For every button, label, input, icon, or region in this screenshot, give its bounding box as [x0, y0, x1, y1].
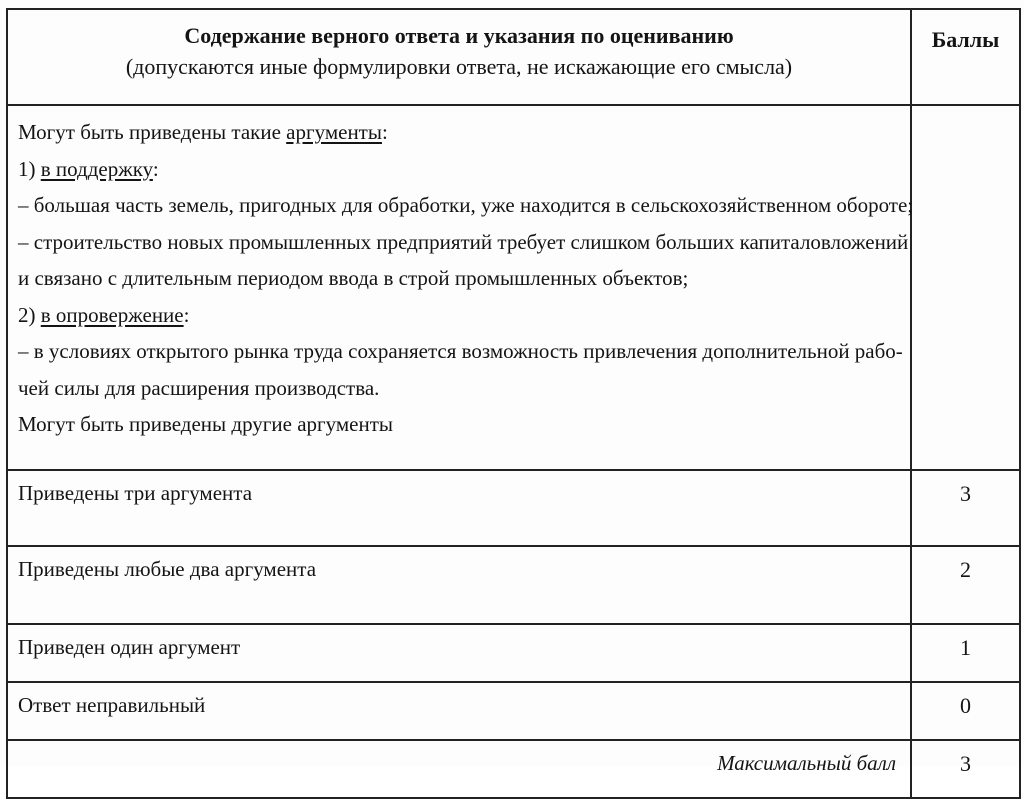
score-header-title: Баллы	[931, 27, 1000, 52]
support-number: 1)	[18, 156, 41, 181]
max-score-value: 3	[911, 740, 1020, 798]
max-score-label: Максимальный балл	[7, 740, 911, 798]
refute-item-1-continued: чей силы для расширения производства.	[18, 375, 380, 400]
support-label: в поддержку	[40, 156, 153, 181]
score-row-label: Приведены три аргумента	[7, 470, 911, 546]
score-row	[7, 682, 1020, 740]
score-row-label: Ответ неправильный	[7, 682, 911, 740]
support-item-2-continued: и связано с длительным периодом ввода в строй промышленных объектов;	[18, 266, 689, 290]
score-row	[7, 624, 1020, 682]
refute-heading	[18, 297, 902, 334]
answer-score-cell-empty	[911, 105, 1020, 470]
score-row	[7, 546, 1020, 624]
support-item-1: – большая часть земель, пригодных для обработки, уже находится в сельскохозяйственном обороте;	[18, 193, 914, 217]
answer-content-row	[7, 105, 1020, 470]
score-row-value: 2	[911, 546, 1020, 624]
grading-table	[6, 8, 1021, 799]
refute-item-1: – в условиях открытого рынка труда сохраняется возможность привлечения дополнительной рабо-	[18, 339, 903, 363]
content-header-title: Содержание верного ответа и указания по оцениванию	[184, 23, 734, 48]
refute-colon: :	[183, 302, 190, 327]
support-item-2: – строительство новых промышленных предприятий требует слишком больших капиталовложений	[18, 229, 909, 254]
score-row	[7, 470, 1020, 546]
max-score-row	[7, 740, 1020, 798]
content-header-cell	[7, 9, 911, 105]
score-row-label: Приведен один аргумент	[7, 624, 911, 682]
score-row-label: Приведены любые два аргумента	[7, 546, 911, 624]
score-row-value: 0	[911, 682, 1020, 740]
refute-label: в опровержение	[40, 302, 184, 327]
header-row	[7, 9, 1020, 105]
score-header-cell	[911, 9, 1020, 105]
other-arguments-line: Могут быть приведены другие аргументы	[18, 412, 394, 436]
content-header-subtitle: (допускаются иные формулировки ответа, не искажающие его смысла)	[125, 54, 793, 79]
intro-line	[18, 114, 902, 151]
score-row-value: 1	[911, 624, 1020, 682]
support-heading	[18, 151, 902, 188]
refute-number: 2)	[18, 302, 41, 327]
intro-suffix: :	[381, 120, 388, 144]
support-colon: :	[152, 156, 159, 181]
answer-content-cell	[7, 105, 914, 470]
score-row-value: 3	[911, 470, 1020, 546]
intro-prefix: Могут быть приведены такие	[18, 120, 287, 144]
intro-underlined-word: аргументы	[286, 120, 382, 144]
